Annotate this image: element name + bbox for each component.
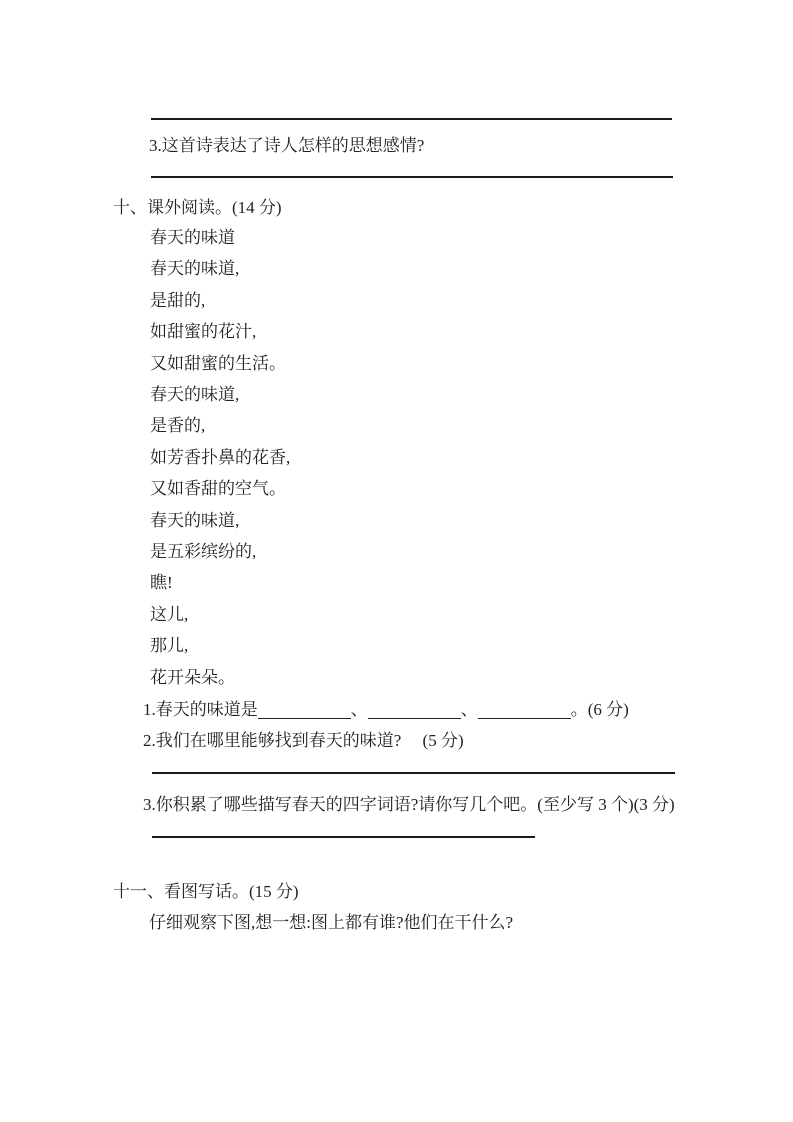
poem-line: 瞧! <box>150 573 173 593</box>
answer-blank-2 <box>368 718 461 719</box>
poem-title: 春天的味道 <box>150 228 235 247</box>
question-1 <box>143 698 629 722</box>
poem-line: 春天的味道, <box>150 385 240 405</box>
section-eleven-heading: 十一、看图写话。(15 分) <box>113 882 299 901</box>
poem-line: 如甜蜜的花汁, <box>150 322 257 342</box>
question-2: 2.我们在哪里能够找到春天的味道? (5 分) <box>143 731 464 750</box>
poem-line: 花开朵朵。 <box>150 667 235 687</box>
poem-line: 那儿, <box>150 636 189 656</box>
answer-rule-question-2 <box>152 772 675 774</box>
question-3: 3.你积累了哪些描写春天的四字词语?请你写几个吧。(至少写 3 个)(3 分) <box>143 795 675 814</box>
section-ten-heading: 十、课外阅读。(14 分) <box>113 198 282 217</box>
enumeration-comma-1: 、 <box>350 700 368 719</box>
answer-blank-1 <box>258 718 351 719</box>
answer-rule-above <box>151 118 672 120</box>
previous-section-question-3: 3.这首诗表达了诗人怎样的思想感情? <box>149 136 425 155</box>
poem-line: 春天的味道, <box>150 259 240 279</box>
section-eleven-instruction: 仔细观察下图,想一想:图上都有谁?他们在干什么? <box>149 913 514 932</box>
answer-rule-question-3 <box>152 836 535 838</box>
poem-line: 又如香甜的空气。 <box>150 479 286 499</box>
question-1-suffix: 。(6 分) <box>570 700 629 719</box>
poem-line: 是甜的, <box>150 290 206 310</box>
poem-line: 是五彩缤纷的, <box>150 542 257 562</box>
poem-extracurricular-reading <box>150 222 290 693</box>
question-1-prefix: 1.春天的味道是 <box>143 700 258 719</box>
poem-line: 又如甜蜜的生活。 <box>150 353 286 373</box>
poem-line: 是香的, <box>150 416 206 436</box>
poem-line: 如芳香扑鼻的花香, <box>150 447 291 467</box>
answer-blank-3 <box>478 718 571 719</box>
enumeration-comma-2: 、 <box>460 700 478 719</box>
poem-line: 春天的味道, <box>150 510 240 530</box>
answer-rule-previous-question <box>151 176 673 178</box>
poem-lines <box>150 253 290 693</box>
poem-line: 这儿, <box>150 604 189 624</box>
